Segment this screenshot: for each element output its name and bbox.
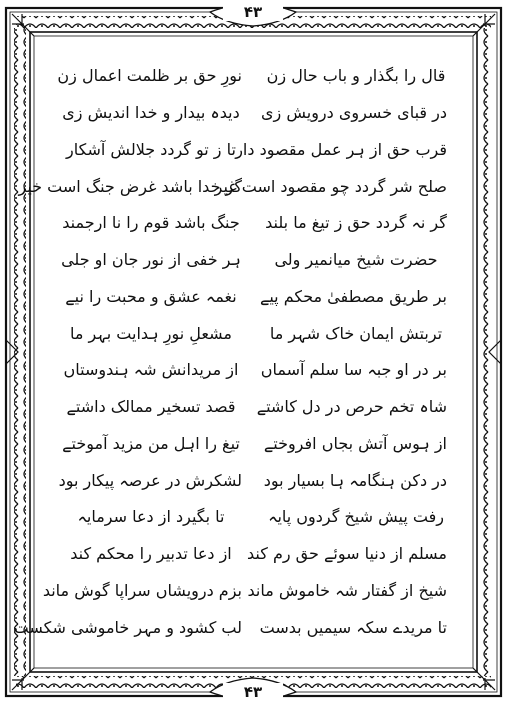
first-hemistich: در دکن ہنگامہ ہا بسیار بود bbox=[263, 470, 447, 490]
first-hemistich: صلح شر گردد چو مقصود است غیر bbox=[214, 176, 447, 196]
second-hemistich: تا ز تو گردد جلالش آشکار bbox=[66, 139, 236, 159]
second-hemistich: گر خدا باشد غرض جنگ است خیر bbox=[18, 176, 242, 196]
couplet bbox=[60, 205, 447, 242]
second-hemistich: مشعلِ نورِ ہدایت بہر ما bbox=[70, 323, 232, 343]
second-hemistich: تا بگیرد از دعا سرمایہ bbox=[77, 507, 225, 527]
first-hemistich: شاہ تخم حرص در دل کاشتے bbox=[256, 397, 447, 417]
second-hemistich: قصد تسخیر ممالک داشتے bbox=[66, 397, 236, 417]
first-hemistich: شیخ از گفتار شہ خاموش ماند bbox=[247, 580, 447, 600]
second-hemistich: لشکرش در عرصہ پیکار بود bbox=[58, 470, 242, 490]
couplet bbox=[18, 168, 447, 205]
second-hemistich: نورِ حق بر ظلمت اعمال زن bbox=[57, 66, 242, 86]
couplet bbox=[60, 462, 447, 499]
couplet bbox=[60, 426, 447, 463]
second-hemistich: از دعا تدبیر را محکم کند bbox=[70, 544, 232, 564]
couplet bbox=[60, 315, 447, 352]
couplet bbox=[60, 242, 447, 279]
second-hemistich: ہر خفی از نور جان او جلی bbox=[61, 250, 241, 270]
first-hemistich: بر طریق مصطفیٰ محکم پیے bbox=[259, 286, 447, 306]
page-number-top: ۴۳ bbox=[223, 3, 283, 21]
first-hemistich: بر در او جبہ سا سلم آسماں bbox=[260, 360, 447, 380]
first-hemistich: رفت پیش شیخ گردوں پایہ bbox=[268, 507, 444, 527]
couplet bbox=[60, 389, 447, 426]
second-hemistich: لب کشود و مہر خاموشی شکست bbox=[13, 617, 242, 637]
second-hemistich: دیدہ بیدار و خدا اندیش زی bbox=[62, 103, 240, 123]
second-hemistich: بزم درویشاں سراپا گوش ماند bbox=[42, 580, 242, 600]
couplet bbox=[60, 132, 447, 169]
first-hemistich: از ہوس آتش بجاں افروختے bbox=[263, 433, 447, 453]
page-number-bottom: ۴۳ bbox=[223, 683, 283, 701]
first-hemistich: قرب حق از ہر عمل مقصود دار bbox=[235, 139, 447, 159]
couplet bbox=[60, 499, 447, 536]
second-hemistich: تیغ را اہل من مزید آموختے bbox=[62, 433, 240, 453]
couplet bbox=[60, 95, 447, 132]
first-hemistich: تربتش ایمان خاک شہر ما bbox=[269, 323, 443, 343]
first-hemistich: تا مریدے سکہ سیمیں بدست bbox=[259, 617, 447, 637]
couplet bbox=[60, 352, 447, 389]
second-hemistich: نغمہ عشق و محبت را نیے bbox=[65, 286, 237, 306]
poem-text bbox=[13, 58, 447, 646]
couplet bbox=[60, 279, 447, 316]
first-hemistich: مسلم از دنیا سوئے حق رم کند bbox=[247, 544, 447, 564]
first-hemistich: حضرت شیخ میانمیر ولی bbox=[274, 250, 438, 270]
couplet bbox=[57, 58, 447, 95]
couplet bbox=[42, 573, 447, 610]
second-hemistich: از مریدانش شہ ہندوستاں bbox=[63, 360, 239, 380]
second-hemistich: جنگ باشد قوم را نا ارجمند bbox=[62, 213, 240, 233]
first-hemistich: گر نہ گردد حق ز تیغ ما بلند bbox=[265, 213, 447, 233]
first-hemistich: قال را بگذار و باب حال زن bbox=[266, 66, 446, 86]
couplet bbox=[60, 536, 447, 573]
couplet bbox=[13, 609, 447, 646]
first-hemistich: در قبای خسروی درویش زی bbox=[261, 103, 447, 123]
